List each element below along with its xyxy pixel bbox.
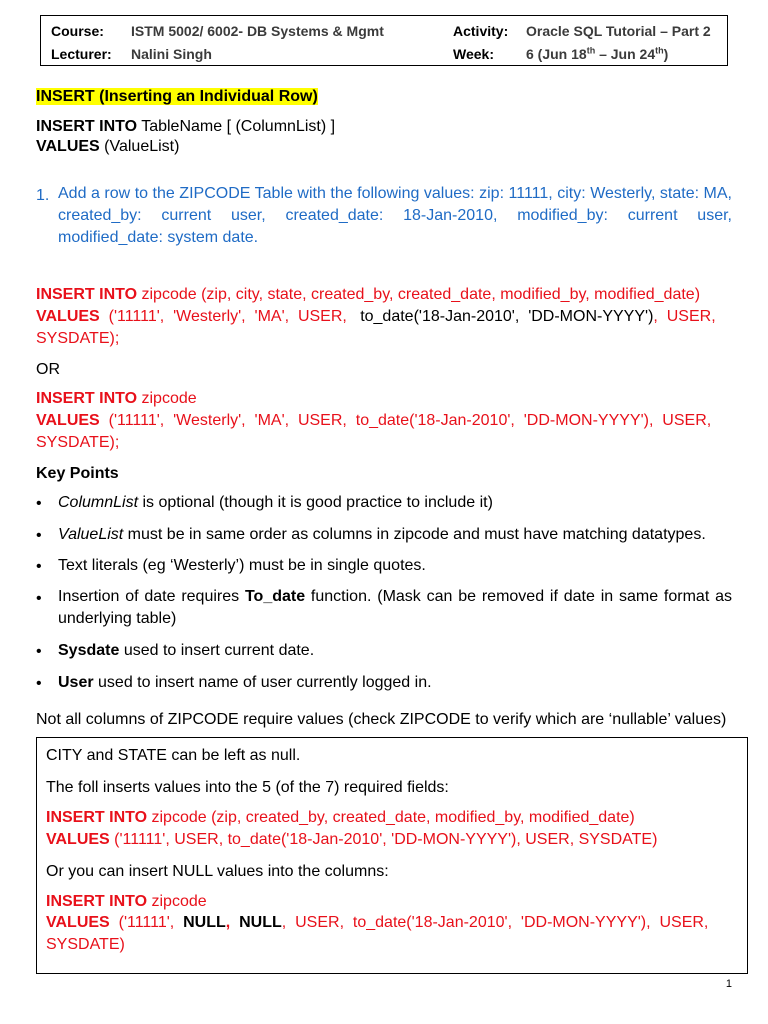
box-example2-line-1: INSERT INTO zipcode — [46, 893, 207, 910]
week-value: 6 (Jun 18th – Jun 24th) — [526, 45, 669, 62]
key-point-1: ColumnList is optional (though it is good practice to include it) — [58, 494, 493, 511]
example2-line-1: INSERT INTO zipcode — [36, 390, 197, 407]
example2-line-3: SYSDATE); — [36, 434, 120, 451]
box-example1-line-2: VALUES ('11111', USER, to_date('18-Jan-2010', 'DD-MON-YYYY'), USER, SYSDATE) — [46, 831, 658, 848]
key-point-4: Insertion of date requires To_date function. (Mask can be removed if date in same format as underlying table) — [58, 588, 732, 627]
box-example2-line-3: SYSDATE) — [46, 936, 125, 953]
key-points-title: Key Points — [36, 465, 119, 482]
box-line-1: CITY and STATE can be left as null. — [46, 747, 301, 764]
header-table — [40, 15, 728, 66]
bullet-icon: • — [36, 643, 42, 660]
box-line-3: Or you can insert NULL values into the columns: — [46, 863, 389, 880]
key-point-6: User used to insert name of user currently logged in. — [58, 674, 432, 691]
example1-line-2: VALUES ('11111', 'Westerly', 'MA', USER, to_date('18-Jan-2010', 'DD-MON-YYYY'), USER, — [36, 308, 716, 325]
box-line-2: The foll inserts values into the 5 (of the 7) required fields: — [46, 779, 449, 796]
syntax-line-2: VALUES (ValueList) — [36, 138, 180, 155]
key-point-2: ValueList must be in same order as columns in zipcode and must have matching datatypes. — [58, 526, 706, 543]
lecturer-label: Lecturer: — [51, 46, 112, 62]
activity-label: Activity: — [453, 23, 509, 39]
box-example2-line-2: VALUES ('11111', NULL, NULL, USER, to_date('18-Jan-2010', 'DD-MON-YYYY'), USER, — [46, 914, 709, 931]
bullet-icon: • — [36, 527, 42, 544]
key-point-3: Text literals (eg ‘Westerly’) must be in single quotes. — [58, 557, 426, 574]
example1-line-1: INSERT INTO zipcode (zip, city, state, created_by, created_date, modified_by, modified_date) — [36, 286, 701, 303]
lecturer-value: Nalini Singh — [131, 46, 212, 62]
bullet-icon: • — [36, 590, 42, 607]
bullet-icon: • — [36, 495, 42, 512]
example1-line-3: SYSDATE); — [36, 330, 120, 347]
task-number: 1. — [36, 187, 50, 204]
page-number: 1 — [725, 978, 732, 990]
course-value: ISTM 5002/ 6002- DB Systems & Mgmt — [131, 23, 384, 39]
syntax-line-1: INSERT INTO TableName [ (ColumnList) ] — [36, 118, 336, 135]
activity-value: Oracle SQL Tutorial – Part 2 — [526, 23, 711, 39]
key-point-5: Sysdate used to insert current date. — [58, 642, 315, 659]
box-example1-line-1: INSERT INTO zipcode (zip, created_by, created_date, modified_by, modified_date) — [46, 809, 635, 826]
bullet-icon: • — [36, 675, 42, 692]
week-label: Week: — [453, 46, 494, 62]
bullet-icon: • — [36, 558, 42, 575]
example2-line-2: VALUES ('11111', 'Westerly', 'MA', USER, to_date('18-Jan-2010', 'DD-MON-YYYY'), USER, — [36, 412, 712, 429]
course-label: Course: — [51, 23, 104, 39]
nullable-box — [36, 737, 748, 974]
section-title: INSERT (Inserting an Individual Row) — [36, 88, 318, 105]
not-all-text: Not all columns of ZIPCODE require values (check ZIPCODE to verify which are ‘nullable’ values) — [36, 711, 727, 728]
or-text: OR — [36, 361, 60, 378]
task-text: Add a row to the ZIPCODE Table with the following values: zip: 11111, city: Westerly, state: MA, created_by: current user, created_date: 18-Jan-2010, modified_by: current user, modified_date: system date. — [58, 185, 732, 246]
